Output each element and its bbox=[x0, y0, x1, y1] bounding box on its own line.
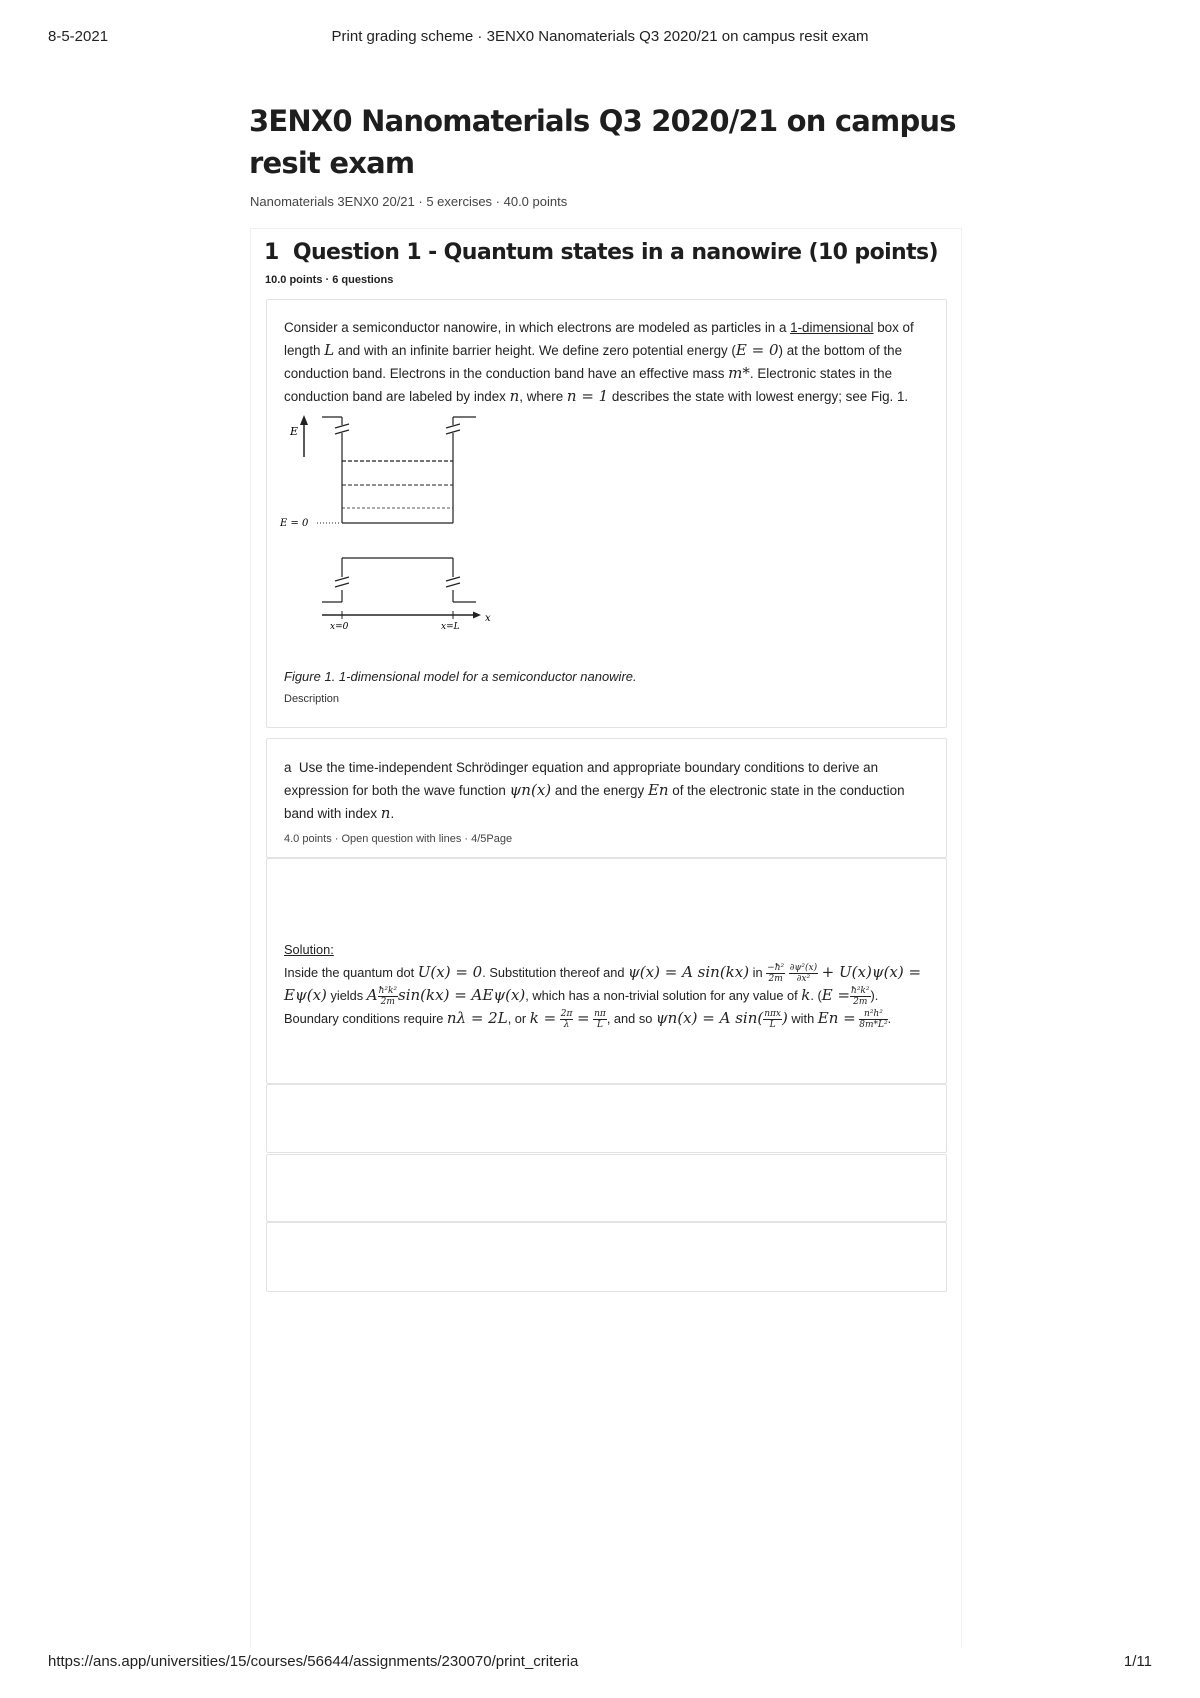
question-intro-text: Consider a semiconductor nanowire, in which electrons are modeled as particles in a 1-dimensional box of length L and with an infinite barrier height. We define zero potential energy (E = 0) at the bottom of the conduction band. Electrons in the conduction band have an effective mass m*. Electronic states in the conduction band are labeled by index n, where n = 1 describes the state with lowest energy; see Fig. 1. bbox=[284, 320, 914, 405]
solution-box bbox=[266, 858, 947, 1084]
subquestion-a-label: a bbox=[284, 760, 292, 775]
x0-label: x=0 bbox=[330, 622, 349, 632]
print-doc-title: Print grading scheme · 3ENX0 Nanomaterials Q3 2020/21 on campus resit exam bbox=[331, 28, 869, 45]
solution-label: Solution: bbox=[284, 942, 334, 957]
print-url: https://ans.app/universities/15/courses/56644/assignments/230070/print_criteria bbox=[48, 1653, 579, 1670]
solution-text: Solution: Inside the quantum dot U(x) = 0. Substitution thereof and ψ(x) = A sin(kx) in $\frac{\text{−ħ²}}{2m}$ $\frac{\text{∂ψ²(x)}}{\text{∂x²}}$ + U(x)ψ(x) = Eψ(x) yields A $\frac{\text{ħ²k²}}{2m}$ sin(kx) = AEψ(x), which has a non-trivial solution for any value of k. (E = $\frac{\text{ħ²k²}}{2m}$ ). Boundary conditions require nλ = 2L, or k = $\frac{2\pi}{\lambda}$ = $\frac{n\pi}{L}$ , and so ψn(x) = A sin( $\frac{\text{nπx}}{L}$ ) with En = $\frac{\text{n²h²}}{\text{8m*L²}}$ . bbox=[284, 939, 934, 1030]
question-intro-box bbox=[266, 299, 947, 728]
page-number: 1/11 bbox=[1123, 1653, 1152, 1670]
answer-line-box bbox=[266, 1222, 947, 1292]
energy-axis-arrowhead bbox=[300, 415, 308, 425]
subquestion-a-text: a Use the time-independent Schrödinger equation and appropriate boundary conditions to derive an expression for both the wave function ψn(x) and the energy En of the electronic state in the conduction band with index n. bbox=[284, 760, 905, 822]
question-number: 1 bbox=[264, 240, 279, 265]
question-title bbox=[264, 240, 938, 265]
answer-line-box bbox=[266, 1084, 947, 1153]
exam-meta: Nanomaterials 3ENX0 20/21 · 5 exercises · 40.0 points bbox=[250, 194, 568, 209]
nanowire-box-figure bbox=[279, 415, 509, 645]
question-meta: 10.0 points · 6 questions bbox=[265, 274, 394, 286]
subquestion-a-box bbox=[266, 738, 947, 858]
print-footer bbox=[0, 1653, 1200, 1673]
xl-label: x=L bbox=[441, 622, 460, 632]
energy-axis-label: E bbox=[290, 425, 299, 438]
question-title-text: Question 1 - Quantum states in a nanowire (10 points) bbox=[292, 240, 938, 265]
figure-caption: Figure 1. 1-dimensional model for a semiconductor nanowire. bbox=[284, 669, 637, 684]
answer-line-box bbox=[266, 1154, 947, 1222]
print-date: 8-5-2021 bbox=[48, 28, 109, 45]
print-header bbox=[0, 28, 1200, 48]
subquestion-a-meta: 4.0 points · Open question with lines · 4/5Page bbox=[284, 833, 513, 845]
dimension-link[interactable]: 1-dimensional bbox=[790, 320, 874, 335]
exam-title: 3ENX0 Nanomaterials Q3 2020/21 on campus resit exam bbox=[249, 104, 956, 180]
zero-energy-label: E = 0 bbox=[280, 518, 309, 529]
figure-description: Description bbox=[284, 693, 340, 705]
x-axis-label: x bbox=[485, 613, 491, 624]
